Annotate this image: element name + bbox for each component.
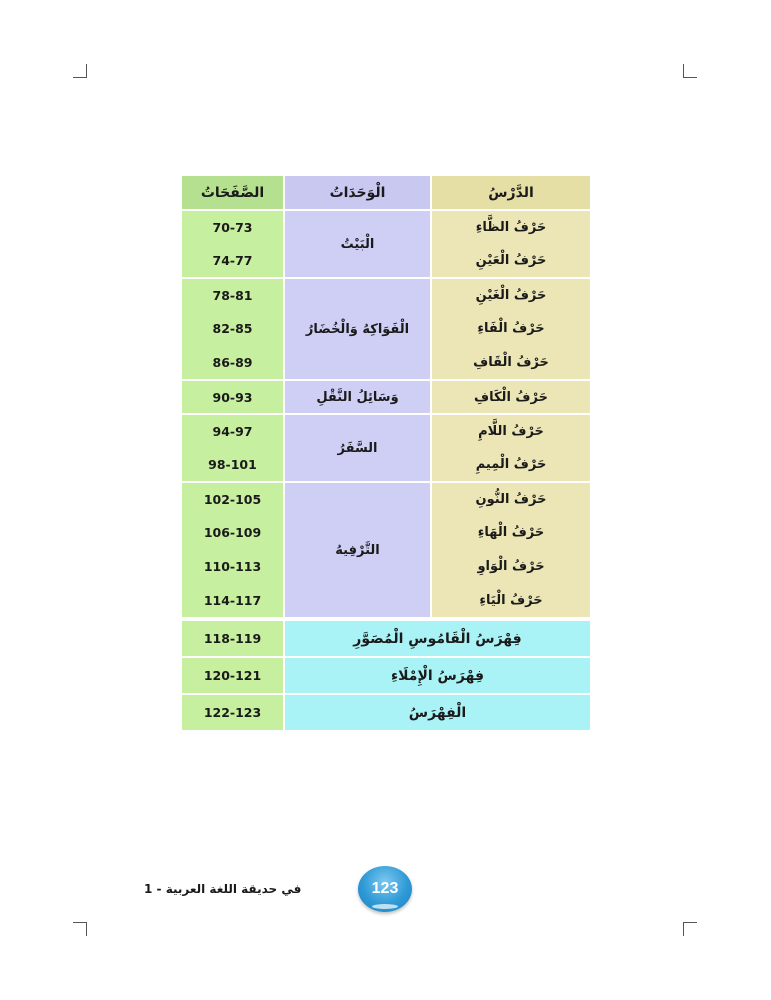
pages-cell: 86-89 — [182, 345, 283, 379]
lesson-cell: حَرْفُ الْقَافِ — [430, 345, 590, 379]
unit-cell: وَسَائِلُ النَّقْلِ — [283, 379, 430, 413]
crop-mark — [86, 922, 87, 936]
appendix-pages: 120-121 — [182, 658, 283, 695]
lesson-cell: حَرْفُ الْعَيْنِ — [430, 243, 590, 277]
page-number: 123 — [371, 880, 399, 897]
pages-cell: 106-109 — [182, 515, 283, 549]
book-title: في حديقة اللغة العربية - 1 — [144, 882, 302, 896]
appendix-table — [182, 621, 590, 732]
appendix-title: فِهْرَسُ الْإِمْلَاءِ — [283, 658, 590, 695]
unit-cell: السَّفَرُ — [283, 413, 430, 481]
crop-mark — [86, 64, 87, 78]
table-of-contents — [182, 176, 590, 732]
unit-cell: الْفَوَاكِهُ وَالْخُضَارُ — [283, 277, 430, 379]
appendix-pages: 122-123 — [182, 695, 283, 732]
crop-mark — [683, 922, 684, 936]
appendix-title: فِهْرَسُ الْقَامُوسِ الْمُصَوَّرِ — [283, 621, 590, 658]
crop-mark — [683, 64, 684, 78]
pages-cell: 70-73 — [182, 209, 283, 243]
crop-mark — [683, 77, 697, 78]
crop-mark — [683, 922, 697, 923]
pages-cell: 102-105 — [182, 481, 283, 515]
lesson-cell: حَرْفُ اللَّامِ — [430, 413, 590, 447]
badge-swirl-icon — [372, 904, 398, 909]
lesson-cell: حَرْفُ الْغَيْنِ — [430, 277, 590, 311]
pages-cell: 78-81 — [182, 277, 283, 311]
lesson-cell: حَرْفُ الْهَاءِ — [430, 515, 590, 549]
pages-cell: 90-93 — [182, 379, 283, 413]
lesson-cell: حَرْفُ الْكَافِ — [430, 379, 590, 413]
unit-cell: الْبَيْتُ — [283, 209, 430, 277]
pages-cell: 98-101 — [182, 447, 283, 481]
header-lesson: الدَّرْسُ — [430, 176, 590, 209]
toc-grid — [182, 176, 590, 617]
header-units: الْوَحَدَاتُ — [283, 176, 430, 209]
pages-cell: 114-117 — [182, 583, 283, 617]
lesson-cell: حَرْفُ الْفَاءِ — [430, 311, 590, 345]
unit-cell: التَّرْفِيهُ — [283, 481, 430, 617]
lesson-cell: حَرْفُ النُّونِ — [430, 481, 590, 515]
lesson-cell: حَرْفُ الْيَاءِ — [430, 583, 590, 617]
pages-cell: 94-97 — [182, 413, 283, 447]
crop-mark — [73, 922, 87, 923]
appendix-pages: 118-119 — [182, 621, 283, 658]
appendix-title: الْفِهْرَسُ — [283, 695, 590, 732]
pages-cell: 110-113 — [182, 549, 283, 583]
lesson-cell: حَرْفُ الظَّاءِ — [430, 209, 590, 243]
lesson-cell: حَرْفُ الْوَاوِ — [430, 549, 590, 583]
pages-cell: 74-77 — [182, 243, 283, 277]
pages-cell: 82-85 — [182, 311, 283, 345]
lesson-cell: حَرْفُ الْمِيمِ — [430, 447, 590, 481]
page-number-badge — [358, 866, 412, 912]
header-pages: الصَّفَحَاتُ — [182, 176, 283, 209]
crop-mark — [73, 77, 87, 78]
